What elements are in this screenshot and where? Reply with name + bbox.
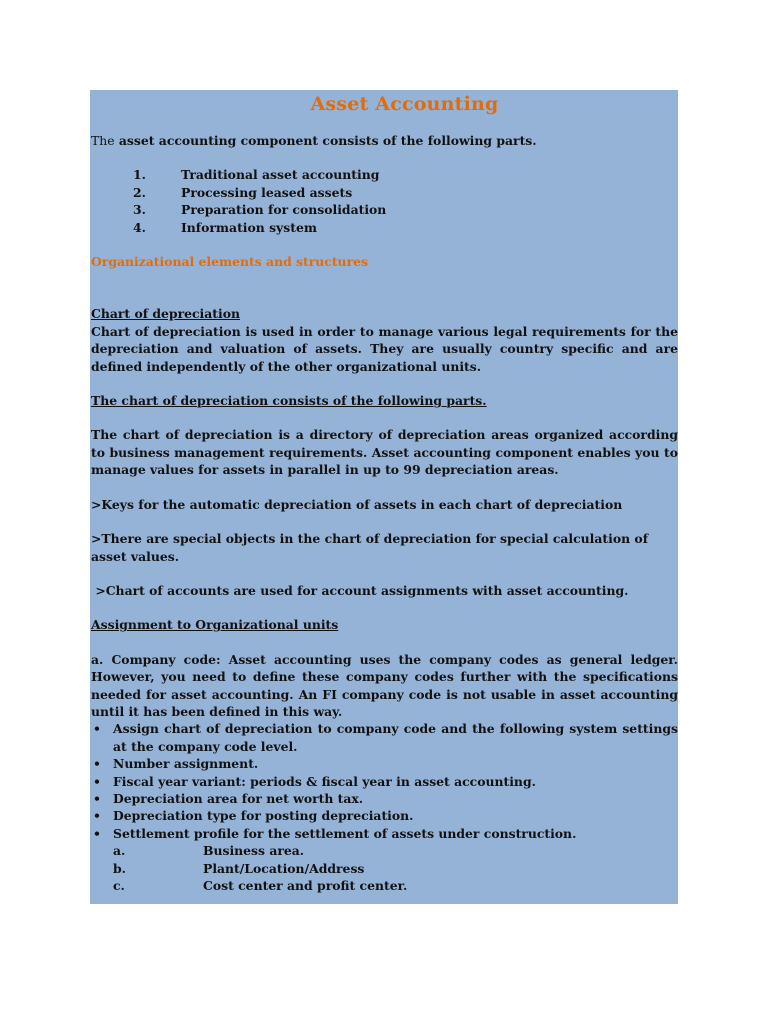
intro-prefix: The [91, 133, 115, 148]
list-item [91, 877, 678, 894]
chart-of-depreciation-paragraph: Chart of depreciation is used in order to manage various legal requirements for the depreciation and valuation of assets. They are usually country specific and are defined independently of the other organizational units. [91, 323, 678, 374]
chart-of-depreciation-heading: Chart of depreciation [91, 306, 240, 322]
sub-item-text: Cost center and profit center. [203, 878, 408, 893]
list-number: 3. [133, 202, 146, 218]
list-item [91, 755, 678, 772]
sub-item-letter: c. [113, 878, 125, 893]
settings-bullet-list [91, 720, 678, 842]
special-objects-paragraph: >There are special objects in the chart of depreciation for special calculation of asset values. [91, 531, 649, 564]
list-number: 2. [133, 184, 146, 200]
list-item [91, 166, 678, 183]
bullet-icon: • [93, 825, 101, 841]
document-title: Asset Accounting [310, 93, 499, 115]
list-number: 1. [133, 167, 146, 183]
bullet-text: Number assignment. [113, 756, 259, 772]
list-text: Processing leased assets [181, 184, 353, 200]
bullet-icon: • [93, 773, 101, 789]
parts-heading: The chart of depreciation consists of the following parts. [91, 393, 487, 409]
directory-paragraph: The chart of depreciation is a directory of depreciation areas organized according to business management requirements. Asset accounting component enables you to manage values for assets in parallel in up to 99 depreciation areas. [91, 427, 678, 478]
intro-text: asset accounting component consists of the following parts. [114, 133, 537, 148]
sub-item-letter: b. [113, 860, 126, 876]
bullet-text: Depreciation area for net worth tax. [113, 790, 364, 806]
bullet-text: Assign chart of depreciation to company code and the following system settings at the company code level. [113, 721, 678, 754]
list-item [91, 720, 678, 755]
bullet-icon: • [93, 721, 101, 737]
chart-of-accounts-paragraph: >Chart of accounts are used for account assignments with asset accounting. [91, 582, 629, 598]
list-number: 4. [133, 219, 146, 235]
bullet-text: Depreciation type for posting depreciation. [113, 808, 414, 824]
list-item [91, 807, 678, 824]
bullet-text: Settlement profile for the settlement of assets under construction. [113, 825, 577, 841]
bullet-text: Fiscal year variant: periods & fiscal year in asset accounting. [113, 773, 536, 789]
list-item [91, 201, 678, 218]
keys-paragraph: >Keys for the automatic depreciation of assets in each chart of depreciation [91, 496, 623, 512]
company-code-paragraph: a. Company code: Asset accounting uses the company codes as general ledger. However, you need to define these company codes further with the specifications needed for asset accounting. An FI company code is not usable in asset accounting until it has been defined in this way. [91, 651, 678, 719]
list-text: Information system [181, 219, 317, 235]
list-item [91, 825, 678, 842]
document-content [90, 90, 678, 894]
bullet-icon: • [93, 808, 101, 824]
parts-list [91, 166, 678, 236]
list-item [91, 219, 678, 236]
intro-paragraph [91, 132, 678, 149]
list-text: Preparation for consolidation [181, 202, 387, 218]
sub-item-letter: a. [113, 843, 126, 859]
document-page [90, 90, 678, 904]
list-item [91, 790, 678, 807]
sub-item-text: Plant/Location/Address [203, 860, 365, 876]
list-item [91, 773, 678, 790]
list-item [91, 842, 678, 859]
bullet-icon: • [93, 756, 101, 772]
list-text: Traditional asset accounting [181, 167, 380, 183]
assignment-heading: Assignment to Organizational units [91, 617, 339, 633]
sub-item-text: Business area. [203, 843, 305, 859]
list-item [91, 860, 678, 877]
bullet-icon: • [93, 790, 101, 806]
sub-item-list [91, 842, 678, 894]
section-heading: Organizational elements and structures [91, 254, 368, 270]
list-item [91, 184, 678, 201]
